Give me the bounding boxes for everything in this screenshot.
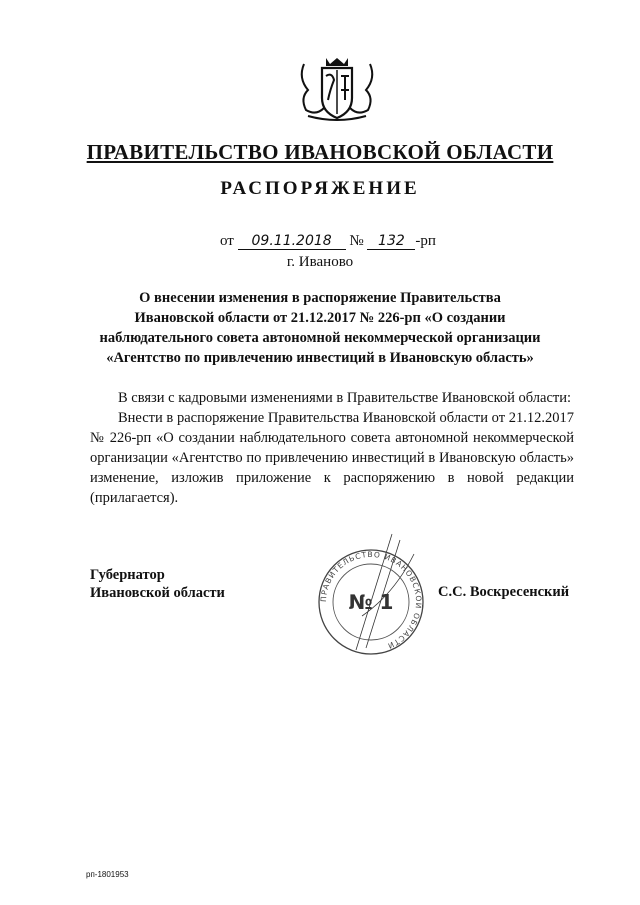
document-body — [90, 388, 574, 508]
date-prefix: от — [220, 233, 234, 249]
subject-line: Ивановской области от 21.12.2017 № 226-рп «О создании — [134, 310, 506, 326]
seal-graphic — [296, 530, 446, 660]
document-type: РАСПОРЯЖЕНИЕ — [220, 178, 420, 199]
subject-line: «Агентство по привлечению инвестиций в Ивановскую область» — [106, 350, 534, 366]
body-paragraph: В связи с кадровыми изменениями в Правительстве Ивановской области: — [118, 390, 572, 406]
city: г. Иваново — [286, 254, 354, 270]
coat-of-arms-icon — [296, 56, 378, 124]
signer-position-line: Губернатор — [90, 567, 165, 583]
organization-title: ПРАВИТЕЛЬСТВО ИВАНОВСКОЙ ОБЛАСТИ — [86, 140, 554, 164]
document-code: рп-1801953 — [86, 870, 129, 879]
subject-line: О внесении изменения в распоряжение Правительства — [139, 290, 501, 306]
signer-position — [90, 566, 225, 602]
registration-line — [220, 233, 436, 250]
body-paragraph: Внести в распоряжение Правительства Ивановской области от 21.12.2017 № 226-рп «О создании наблюдательного совета автономной некоммерческой организации «Агентство по привлечению инвестиций в Ивановскую область» изменение, изложив приложение к распоряжению в новой редакции (прилагается). — [90, 410, 574, 506]
number-sign: № — [349, 233, 364, 249]
official-seal-icon — [296, 530, 446, 660]
seal-ring-text: ПРАВИТЕЛЬСТВО ИВАНОВСКОЙ ОБЛАСТИ — [318, 549, 424, 651]
subject-line: наблюдательного совета автономной некоммерческой организации — [99, 330, 541, 346]
document-subject — [96, 288, 544, 368]
document-date: 09.11.2018 — [238, 233, 346, 250]
seal-number: № 1 — [348, 590, 394, 614]
document-number: 132 — [367, 233, 415, 250]
signer-name: С.С. Воскресенский — [438, 584, 570, 600]
number-suffix: -рп — [415, 233, 436, 249]
signer-position-line: Ивановской области — [90, 585, 225, 601]
